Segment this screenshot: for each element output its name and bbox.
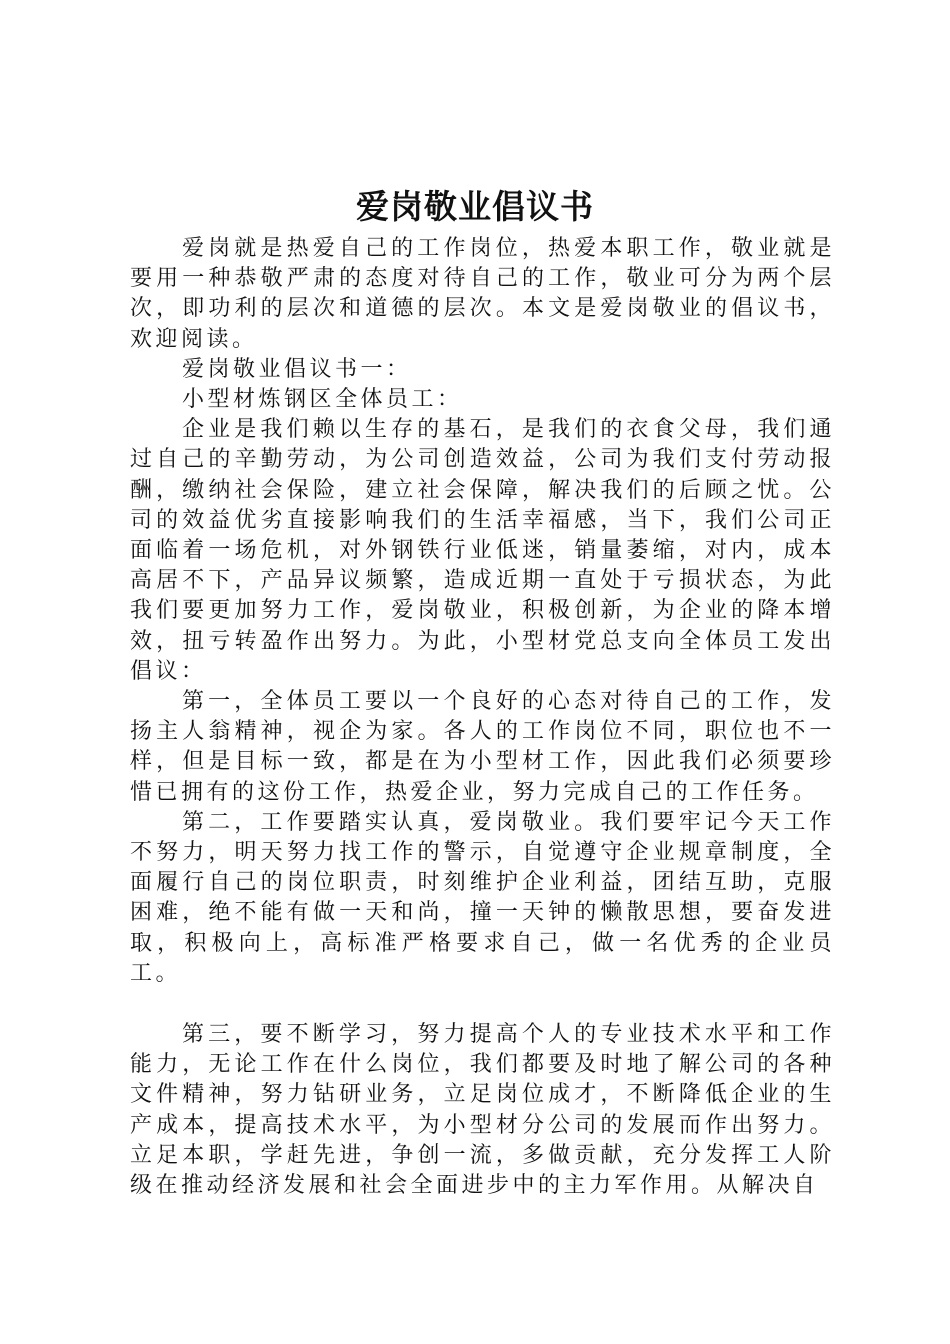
point-two-paragraph: 第二，工作要踏实认真，爱岗敬业。我们要牢记今天工作不努力，明天努力找工作的警示，自觉遵守企业规章制度，全面履行自己的岗位职责，时刻维护企业利益，团结互助，克服困难，绝不能有做一天和尚，撞一天钟的懒散思想，要奋发进取，积极向上，高标准严格要求自己，做一名优秀的企业员工。 [130,809,835,986]
section-heading: 爱岗敬业倡议书一： [182,356,412,382]
point-three-paragraph: 第三，要不断学习，努力提高个人的专业技术水平和工作能力，无论工作在什么岗位，我们都要及时地了解公司的各种文件精神，努力钻研业务，立足岗位成才，不断降低企业的生产成本，提高技术水平，为小型材分公司的发展而作出努力。立足本职，学赶先进，争创一流，多做贡献，充分发挥工人阶级在推动经济发展和社会全面进步中的主力军作用。从解决自 [130,1022,835,1199]
paragraph-spacer [130,989,835,1020]
intro-paragraph: 爱岗就是热爱自己的工作岗位，热爱本职工作，敬业就是要用一种恭敬严肃的态度对待自己的工作，敬业可分为两个层次，即功利的层次和道德的层次。本文是爱岗敬业的倡议书，欢迎阅读。 [130,236,835,352]
body-paragraph: 企业是我们赖以生存的基石，是我们的衣食父母，我们通过自己的辛勤劳动，为公司创造效益，公司为我们支付劳动报酬，缴纳社会保险，建立社会保障，解决我们的后顾之忧。公司的效益优劣直接影响我们的生活幸福感，当下，我们公司正面临着一场危机，对外钢铁行业低迷，销量萎缩，对内，成本高居不下，产品异议频繁，造成近期一直处于亏损状态，为此我们要更加努力工作，爱岗敬业，积极创新，为企业的降本增效，扭亏转盈作出努力。为此，小型材党总支向全体员工发出倡议： [130,417,835,684]
document-title: 爱岗敬业倡议书 [356,187,594,226]
salutation: 小型材炼钢区全体员工： [182,387,463,413]
document-body [130,234,835,1201]
point-one-paragraph: 第一，全体员工要以一个良好的心态对待自己的工作，发扬主人翁精神，视企为家。各人的工作岗位不同，职位也不一样，但是目标一致，都是在为小型材工作，因此我们必须要珍惜已拥有的这份工作，热爱企业，努力完成自己的工作任务。 [130,689,835,805]
